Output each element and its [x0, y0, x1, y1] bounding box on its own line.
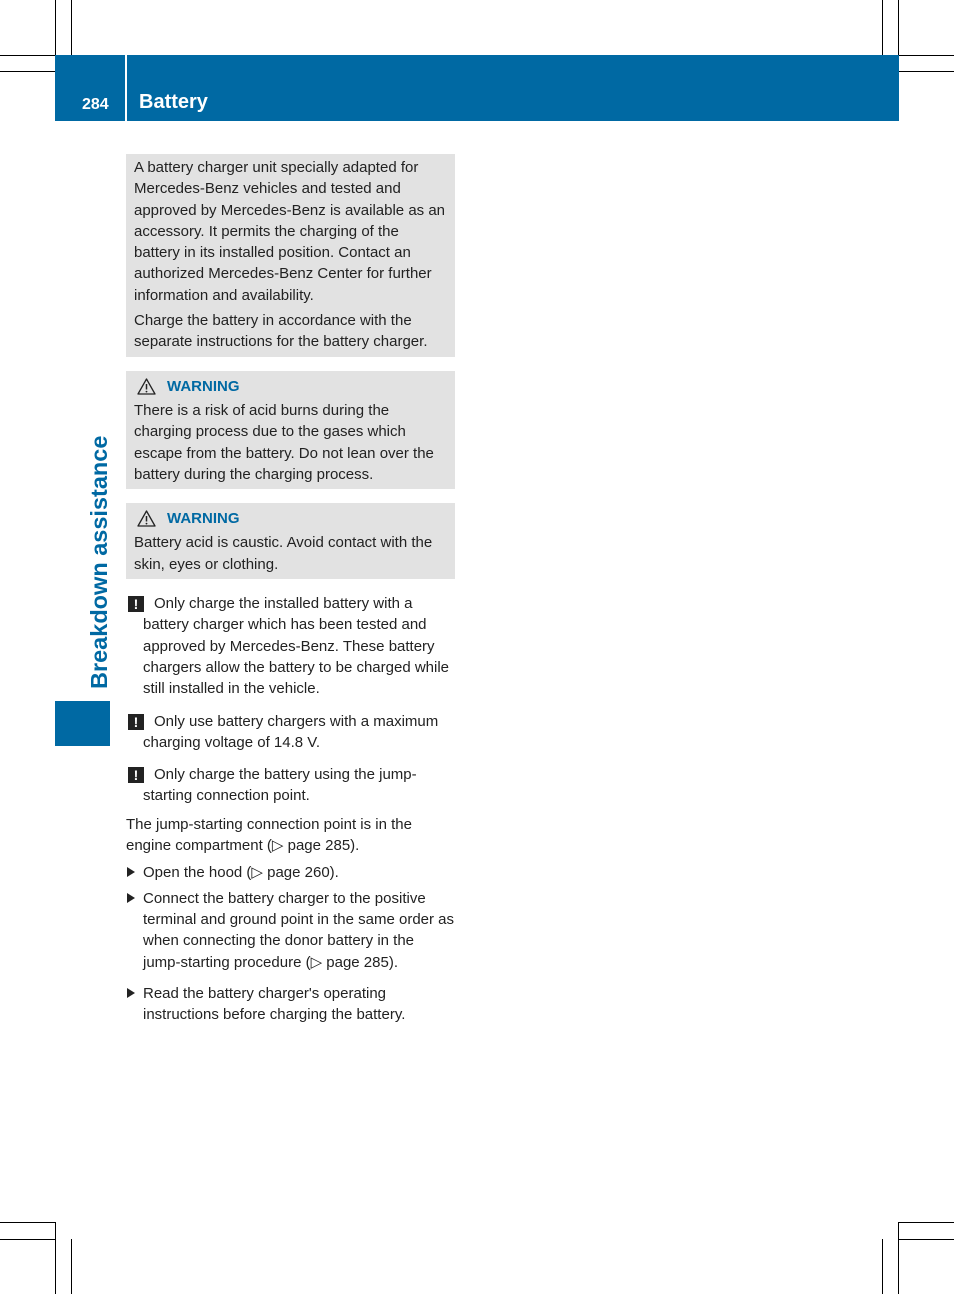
crop-mark	[0, 55, 55, 56]
warning-text: Battery acid is caustic. Avoid contact with the skin, eyes or clothing.	[134, 534, 433, 573]
info-paragraph: A battery charger unit specially adapted for Mercedes-Benz vehicles and tested and approved by Mercedes-Benz is available as an accessory. It permits the charging of the battery in its installed position. Contact an authorized Mercedes-Benz Center for further information and availability.	[134, 159, 446, 304]
chapter-tab	[55, 701, 110, 746]
chapter-title: Breakdown assistance	[86, 435, 112, 689]
warning-text: There is a risk of acid burns during the charging process due to the gases which escape from the battery. Do not lean over the battery during the charging process.	[134, 401, 434, 483]
warning-heading	[134, 508, 448, 529]
step-text: Open the hood (▷ page 260).	[143, 864, 339, 882]
step-item	[126, 983, 455, 1026]
crop-mark	[899, 1239, 954, 1240]
warning-title: WARNING	[167, 377, 240, 395]
note-item	[126, 711, 455, 754]
note-item	[126, 764, 455, 807]
exclamation-icon: !	[128, 596, 144, 612]
crop-mark	[899, 55, 954, 56]
note-text: Only charge the installed battery with a battery charger which has been tested and approved by Mercedes-Benz. These battery chargers allow the battery to be charged while still installed in the vehicle.	[143, 595, 450, 698]
section-title: Battery	[139, 91, 208, 113]
exclamation-icon: !	[128, 714, 144, 730]
arrow-right-icon	[127, 867, 135, 877]
page-header	[55, 55, 899, 121]
crop-mark	[882, 0, 883, 55]
step-item	[126, 888, 455, 973]
note-text: Only charge the battery using the jump-starting connection point.	[143, 766, 417, 805]
page-number: 284	[82, 96, 109, 113]
warning-box	[126, 371, 455, 489]
crop-mark	[55, 1222, 56, 1294]
step-item	[126, 862, 455, 883]
crop-mark	[71, 0, 72, 55]
step-text: Connect the battery charger to the positive terminal and ground point in the same order as when connecting the donor battery in the jump-starting procedure (▷ page 285).	[143, 889, 455, 971]
crop-mark	[882, 1239, 883, 1294]
crop-mark	[0, 1239, 55, 1240]
warning-heading	[134, 376, 448, 397]
content-column	[126, 154, 455, 1035]
warning-box	[126, 503, 455, 579]
crop-mark	[898, 1222, 899, 1294]
crop-mark	[899, 71, 954, 72]
note-text: Only use battery chargers with a maximum charging voltage of 14.8 V.	[143, 712, 439, 751]
chapter-label	[86, 435, 112, 689]
warning-triangle-icon	[137, 378, 156, 395]
warning-triangle-icon	[137, 510, 156, 527]
step-text: Read the battery charger's operating instructions before charging the battery.	[143, 984, 406, 1024]
warning-title: WARNING	[167, 510, 240, 528]
arrow-right-icon	[127, 893, 135, 903]
info-paragraph: Charge the battery in accordance with the separate instructions for the battery charger.	[134, 312, 428, 351]
crop-mark	[71, 1239, 72, 1294]
note-item	[126, 593, 455, 699]
crop-mark	[0, 1222, 55, 1223]
exclamation-icon: !	[128, 767, 144, 783]
crop-mark	[899, 1222, 954, 1223]
header-divider	[125, 55, 127, 121]
body-paragraph: The jump-starting connection point is in the engine compartment (▷ page 285).	[126, 815, 412, 855]
crop-mark	[0, 71, 55, 72]
arrow-right-icon	[127, 988, 135, 998]
info-box	[126, 154, 455, 357]
